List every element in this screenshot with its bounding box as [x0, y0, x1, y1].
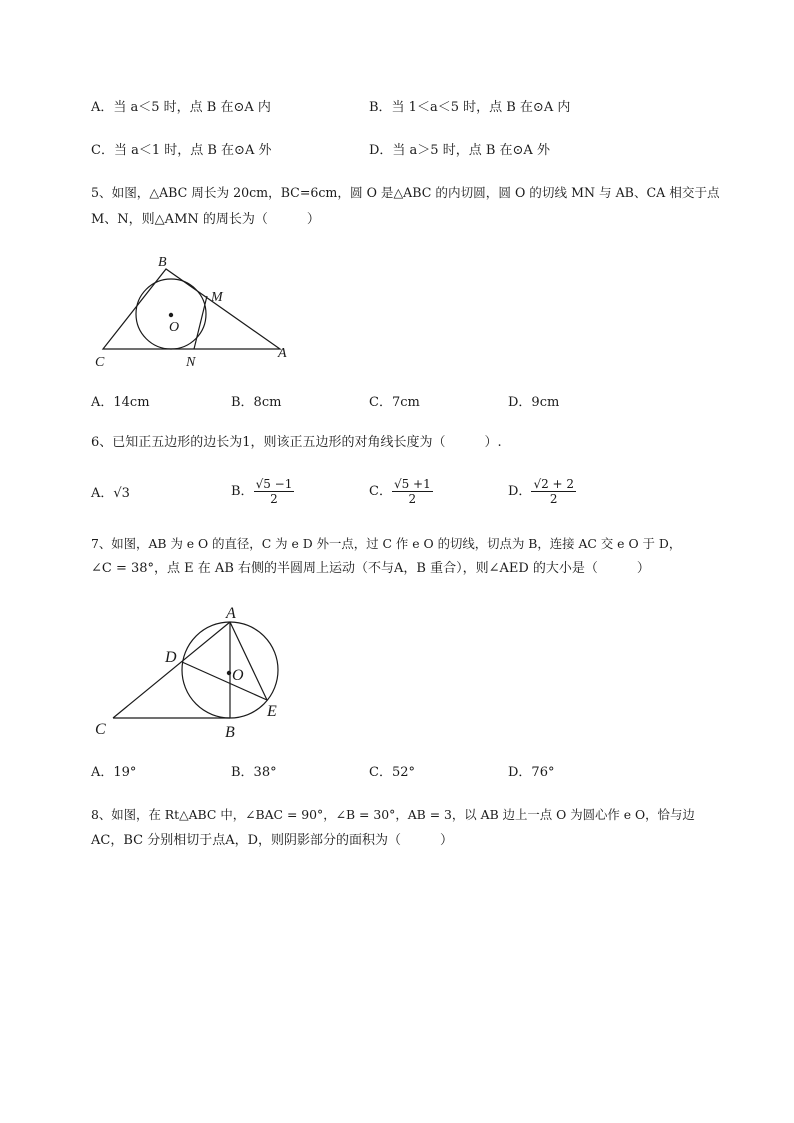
q6-option-c	[369, 477, 433, 506]
q7-option-a: A．19°	[91, 765, 137, 780]
center-point	[227, 671, 231, 675]
q6-option-c-prefix: C．	[369, 484, 392, 499]
q7-option-b: B．38°	[231, 765, 277, 780]
denominator: 2	[549, 492, 558, 506]
q7-stem-line2: ∠C = 38°，点 E 在 AB 右侧的半圆周上运动（不与A，B 重合），则∠AED 的大小是（ ）	[91, 561, 650, 576]
label-b: B	[225, 724, 235, 741]
q5-option-c: C．7cm	[369, 395, 420, 410]
q7-option-d: D．76°	[508, 765, 555, 780]
triangle-abc	[103, 269, 280, 349]
denominator: 2	[408, 492, 417, 506]
q7-figure	[90, 600, 290, 745]
label-m: M	[211, 290, 223, 305]
line-ac	[113, 622, 230, 718]
q6-option-a	[91, 485, 130, 503]
q6-option-d-prefix: D．	[508, 484, 532, 499]
q5-figure	[90, 248, 300, 373]
q6-option-b-prefix: B．	[231, 484, 254, 499]
q5-stem-line2: M、N，则△AMN 的周长为（ ）	[91, 212, 320, 227]
q6-option-b-fraction	[254, 477, 295, 506]
q6-option-a-value: √3	[113, 486, 130, 501]
q8-stem-line1: 8、如图，在 Rt△ABC 中，∠BAC = 90°，∠B = 30°，AB = 3，以 AB 边上一点 O 为圆心作 e O，恰与边	[91, 807, 695, 822]
q5-option-d: D．9cm	[508, 395, 560, 410]
label-c: C	[95, 355, 105, 370]
q6-stem: 6、已知正五边形的边长为1，则该正五边形的对角线长度为（ ）.	[91, 435, 502, 450]
q6-option-b	[231, 477, 294, 506]
q5-stem-line1: 5、如图，△ABC 周长为 20cm，BC=6cm，圆 O 是△ABC 的内切圆，圆 O 的切线 MN 与 AB、CA 相交于点	[91, 185, 720, 200]
label-o: O	[169, 320, 180, 335]
q6-option-d	[508, 477, 576, 506]
label-a: A	[278, 346, 287, 361]
q6-option-a-prefix: A．	[91, 486, 114, 501]
label-a: A	[226, 605, 236, 622]
label-b: B	[158, 255, 167, 270]
q4-option-b: B．当 1＜a＜5 时，点 B 在⊙A 内	[369, 100, 571, 115]
label-e: E	[267, 703, 277, 720]
label-c: C	[95, 721, 106, 738]
q6-option-d-fraction	[531, 477, 576, 506]
center-point	[169, 313, 173, 317]
label-n: N	[186, 355, 196, 370]
q4-option-d: D．当 a＞5 时，点 B 在⊙A 外	[369, 143, 550, 158]
q7-option-c: C．52°	[369, 765, 415, 780]
q6-option-c-fraction	[392, 477, 433, 506]
denominator: 2	[270, 492, 278, 506]
label-o: O	[232, 667, 244, 684]
q7-stem-line1: 7、如图，AB 为 e O 的直径，C 为 e D 外一点，过 C 作 e O 的切线，切点为 B，连接 AC 交 e O 于 D，	[91, 536, 682, 551]
q4-option-a: A．当 a＜5 时，点 B 在⊙A 内	[91, 100, 271, 115]
q4-option-c: C．当 a＜1 时，点 B 在⊙A 外	[91, 143, 272, 158]
numerator: √5 −1	[255, 477, 293, 491]
numerator: √2 + 2	[533, 477, 575, 491]
line-de	[182, 662, 267, 700]
q5-option-b: B．8cm	[231, 395, 282, 410]
label-d: D	[165, 649, 177, 666]
numerator: √5 +1	[393, 477, 431, 491]
q8-stem-line2: AC，BC 分别相切于点A，D，则阴影部分的面积为（ ）	[91, 833, 454, 848]
q5-option-a: A．14cm	[91, 395, 150, 410]
